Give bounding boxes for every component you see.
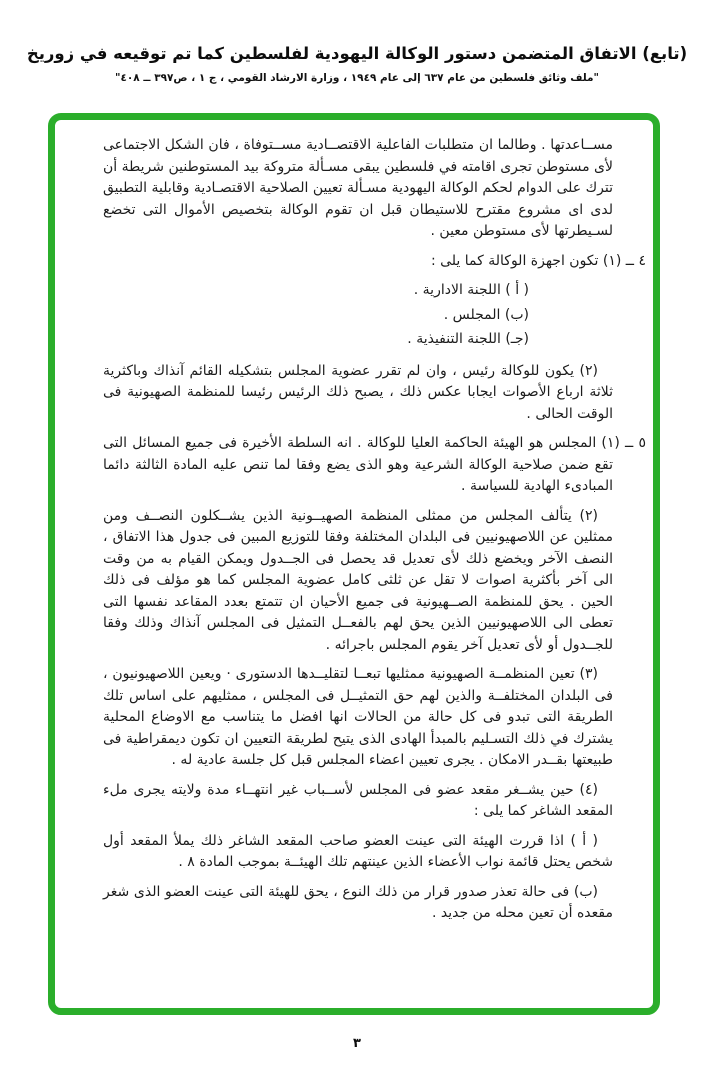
article-5-paragraph-4b: (ب) فى حالة تعذر صدور قرار من ذلك النوع ، يحق للهيئة التى عينت العضو الذى شغر مقعده أن تعين محله من جديد . [103,883,613,921]
article-5-paragraph-4a: ( أ ) اذا قررت الهيئة التى عينت العضو صاحب المقعد الشاغر ذلك يملأ المقعد أول شخص يحتل قائمة نواب الأعضاء الذين عينتهم تلك الهيئــة بموجب المادة ٨ . [103,832,613,870]
article-4-item-a: ( أ ) اللجنة الادارية . [413,282,529,298]
article-5-paragraph-4: (٤) حين يشــغر مقعد عضو فى المجلس لأســباب غير انتهــاء مدة ولايته يجرى ملء المقعد الشاغر كما يلى : [103,781,613,819]
article-4-paragraph-2: (٢) يكون للوكالة رئيس ، وان لم تقرر عضوية المجلس بتشكيله القائم آنذاك وباكثرية ثلاثة ارباع الأصوات ايجابا عكس ذلك ، يصبح ذلك الرئيس رئيسا للمنظمة الصهيونية فى الوقت الحالى . [103,362,613,422]
article-4-item-c: (جـ) اللجنة التنفيذية . [407,331,529,347]
article-4-heading: ٤ ــ (١) تكون اجهزة الوكالة كما يلى : [430,252,646,269]
document-body [103,135,646,925]
page-number: ٣ [353,1036,361,1051]
paragraph-continuation: مســاعدتها . وطالما ان متطلبات الفاعلية الاقتصــادية مســتوفاة ، فان الشكل الاجتماعى لأى مستوطن تجرى اقامته في فلسطين يبقى مسـألة متروكة بيد المستوطنين شريطة أن تترك على الدوام لحكم الوكالة اليهودية مسـألة تعيين الصلاحية الاقتصـادية وقابلية التطبيق لدى اى مشروع مقترح للاستيطان قبل ان تقوم الوكالة بتخصيص الأموال التى تخضع لسـيطرتها لأى مستوطن معين . [103,137,613,239]
document-title: (تابع) الاتفاق المتضمن دستور الوكالة اليهودية لفلسطين كما تم توقيعه في زوريخ [26,44,688,63]
article-5-paragraph-1: ٥ ــ (١) المجلس هو الهيئة الحاكمة العليا للوكالة . انه السلطة الأخيرة فى جميع المسائل التى تقع ضمن صلاحية الوكالة الشرعية وهو الذى يضع وفقا لما تنص عليه المادة الثالثة دائما المبادىء الهادية للسياسة . [103,435,646,494]
article-4-item-b: (ب) المجلس . [443,306,529,323]
article-5-paragraph-3: (٣) تعين المنظمــة الصهيونية ممثليها تبعــا لتقليــدها الدستورى · ويعين اللاصهيونيون ، فى البلدان المختلفــة والذين لهم حق التمثيــل فى المجلس ، ممثليهم على اساس تلك الطريقة التى تبدو فى كل حالة من الحالات انها افضل ما يتناسب مع الاوضاع المحلية يشترك في ذلك التسـليم بالمبدأ الهادى الذى يتيح لطريقة التعيين ان تكون ديمقراطية فى طبيعتها بقــدر الامكان . يجرى تعيين اعضاء المجلس قبل كل جلسة عادية له . [103,666,613,768]
document-header [0,44,714,84]
document-source-citation: "ملف وثائق فلسطين من عام ٦٣٧ إلى عام ١٩٤٩ ، وزارة الارشاد القومي ، ج ١ ، ص٣٩٧ ــ ٤٠٨" [114,72,600,84]
content-frame-green-border [48,113,660,1015]
article-5-paragraph-2: (٢) يتألف المجلس من ممثلى المنظمة الصهيــونية الذين يشــكلون النصــف ومن ممثلين عن اللاصهيونيين فى البلدان المختلفة وفقا للتوزيع المبين فى جدول هذا الاتفاق ، النصف الآخر ويخضع ذلك لأى تعديل قد يحصل فى الجــدول ويمكن القيام به من وقت الى آخر بأكثرية اصوات لا تقل عن ثلثى كامل عضوية المجلس كما هو مؤلف فى ذلك الحين . يحق للمنظمة الصــهيونية فى جميع الأحيان ان تتمتع بعدد المقاعد نفسها التى تعطى الى اللاصهيونيين الذين يحق لهم بالفعــل التمثيل فى المجلس آنذاك وذلك وفقا للجــدول أو لأى تعديل آخر يقوم المجلس باجرائه . [103,507,613,653]
article-4-item-list [103,280,529,351]
